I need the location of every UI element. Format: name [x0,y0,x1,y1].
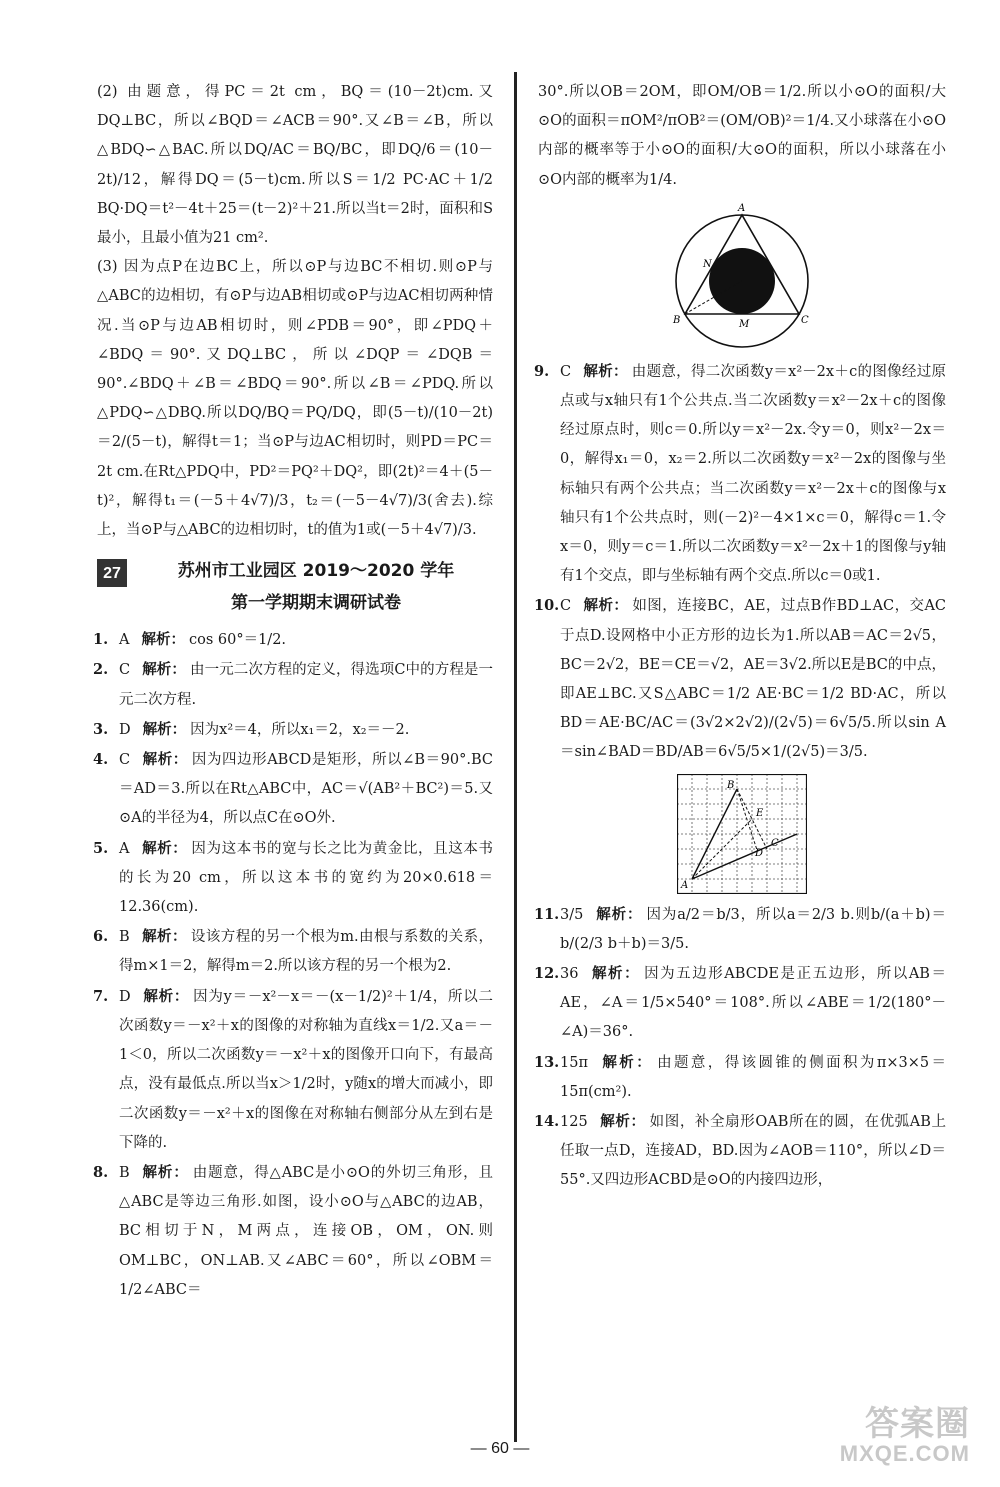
circle-triangle-diagram [667,201,817,351]
label-b: B [673,314,681,326]
answer-choice: 125 [560,1114,588,1131]
analysis-text: 因为四边形ABCD是矩形，所以∠B＝90°.BC＝AD＝3.所以在Rt△ABC中，AC＝√(AB²＋BC²)＝5.又⊙A的半径为4，所以点C在⊙O外. [119,752,494,827]
analysis-label: 解析： [583,597,629,615]
section-title [139,555,493,619]
answer-number: 1. [93,631,109,649]
analysis-text: 因为这本书的宽与长之比为黄金比，且这本书的长为20 cm，所以这本书的宽约为20×0.618＝12.36(cm). [119,840,493,916]
left-column [93,78,494,1305]
answer-item [93,715,493,745]
answer-number: 10. [534,597,560,615]
watermark-logo: 答案圈 [865,1405,970,1443]
answer-choice: D [119,721,131,738]
analysis-label: 解析： [583,362,628,380]
segment-ac [692,834,797,879]
analysis-label: 解析： [141,839,188,857]
analysis-text: 设该方程的另一个根为m.由根与系数的关系，得m×1＝2，解得m＝2.所以该方程的另一个根为2. [119,929,494,975]
answer-choice: C [119,752,131,769]
analysis-label: 解析： [141,1163,189,1181]
analysis-label: 解析： [142,661,186,679]
section-title-line-2: 第一学期期末调研试卷 [231,593,401,614]
answer-item [534,1107,947,1196]
page-number: — 60 — [470,1440,530,1457]
answer-item [534,900,946,959]
answer-choice: C [560,598,572,615]
label-m: M [739,318,750,330]
label-a: A [738,202,746,214]
label-c: C [801,314,809,326]
watermark [840,1407,970,1467]
answer-item [93,655,494,714]
answer-item [534,591,947,767]
analysis-label: 解析： [599,1053,654,1071]
analysis-label: 解析： [599,1113,646,1131]
analysis-text: 由一元二次方程的定义，得选项C中的方程是一元二次方程. [119,662,494,708]
analysis-text: 因为a/2＝b/3，所以a＝2/3 b.则b/(a＋b)＝b/(2/3 b＋b)＝3/5. [560,906,946,952]
analysis-label: 解析： [142,987,190,1005]
answer-choice: D [119,988,131,1005]
analysis-text: 由题意，得该圆锥的侧面积为π×3×5＝15π(cm²). [560,1054,946,1100]
label-a: A [681,879,689,891]
answer-item [93,982,494,1158]
column-divider [514,72,517,1442]
right-column [534,78,947,1196]
answer-choice: A [119,840,130,857]
analysis-label: 解析： [141,928,187,946]
figure-grid [538,774,946,894]
answer-item [534,959,947,1048]
answer-item [93,922,494,981]
answer-number: 4. [93,751,109,769]
answer-choice: 3/5 [560,906,584,923]
analysis-text: 由题意，得△ABC是小⊙O的外切三角形，且△ABC是等边三角形.如图，设小⊙O与△ABC的边AB，BC相切于N，M两点，连接OB，OM，ON.则OM⊥BC，ON⊥AB.又∠ABC＝60°，所以∠OBM＝1/2∠ABC＝ [119,1164,493,1298]
answer-number: 14. [534,1113,560,1131]
segment-bd [737,789,757,850]
answer-number: 5. [93,839,109,857]
analysis-text: 如图，补全扇形OAB所在的圆，在优弧AB上任取一点D，连接AD，BD.因为∠AOB＝110°，所以∠D＝55°.又四边形ACBD是⊙O的内接四边形， [560,1114,947,1189]
analysis-label: 解析： [590,965,641,983]
figure-circle-triangle [538,201,946,351]
answer-item [93,745,494,834]
analysis-label: 解析： [595,905,643,923]
answer-item [534,357,946,592]
answer-number: 9. [534,362,550,380]
watermark-url: MXQE.COM [839,1441,970,1466]
answer-item [534,1048,946,1107]
answer-number: 3. [93,720,109,738]
answer-choice: 15π [560,1054,588,1071]
answer-number: 11. [534,905,560,923]
analysis-text: 因为x²＝4，所以x₁＝2，x₂＝－2. [190,721,410,738]
answer-number: 2. [93,661,109,679]
label-b: B [727,779,735,791]
solution-part-3: (3) 因为点P在边BC上，所以⊙P与边BC不相切.则⊙P与△ABC的边相切，有⊙P与边AB相切或⊙P与边AC相切两种情况.当⊙P与边AB相切时，则∠PDB＝90°，即∠PDQ＋∠BDQ＝90°.又DQ⊥BC，所以∠DQP＝∠DQB＝90°.∠BDQ＋∠B＝∠BDQ＝90°.所以∠B＝∠PDQ.所以△PDQ∽△DBQ.所以DQ/BQ＝PQ/DQ，即(5－t)/(10－2t)＝2/(5－t)，解得t＝1；当⊙P与边AC相切时，则PD＝PC＝2t cm.在Rt△PDQ中，PD²＝PQ²＋DQ²，即(2t)²＝4＋(5－t)²，解得t₁＝(－5＋4√7)/3，t₂＝(－5－4√7)/3(舍去).综上，当⊙P与△ABC的边相切时，t的值为1或(－5＋4√7)/3. [97,259,493,539]
grid-diagram [677,774,807,894]
answer-number: 6. [93,928,109,946]
analysis-label: 解析： [142,720,187,738]
answer-choice: 36 [560,966,579,983]
analysis-text: cos 60°＝1/2. [188,632,287,649]
section-heading [97,555,493,619]
label-n: N [703,258,712,270]
section-title-line-1: 苏州市工业园区 2019～2020 学年 [177,561,455,582]
answer-choice: C [560,363,572,380]
answer-item [93,834,493,923]
analysis-label: 解析： [142,751,188,769]
answer-choice: C [119,662,131,679]
label-d: D [755,847,764,859]
label-c: C [771,837,779,849]
answer-number: 12. [534,965,560,983]
answer-8-continued: 30°.所以OB＝2OM，即OM/OB＝1/2.所以小⊙O的面积/大⊙O的面积＝πOM²/πOB²＝(OM/OB)²＝1/4.又小球落在小⊙O内部的概率等于小⊙O的面积/大⊙O的面积，所以小球落在小⊙O内部的概率为1/4. [538,84,946,188]
section-number: 27 [97,559,127,587]
answer-choice: B [119,1164,130,1181]
analysis-text: 如图，连接BC，AE，过点B作BD⊥AC，交AC于点D.设网格中小正方形的边长为1.所以AB＝AC＝2√5，BC＝2√2，BE＝CE＝√2，AE＝3√2.所以E是BC的中点，即AE⊥BC.又S△ABC＝1/2 AE·BC＝1/2 BD·AC，所以BD＝AE·BC/AC＝(3√2×2√2)/(2√5)＝6√5/5.所以sin A＝sin∠BAD＝BD/AB＝6√5/5×1/(2√5)＝3/5. [560,598,947,761]
grid-lines [677,774,807,894]
answer-choice: B [119,929,130,946]
answer-number: 8. [93,1163,109,1181]
answer-number: 7. [93,987,109,1005]
solution-part-2: (2) 由题意，得PC＝2t cm，BQ＝(10－2t)cm.又DQ⊥BC，所以∠BQD＝∠ACB＝90°.又∠B＝∠B，所以△BDQ∽△BAC.所以DQ/AC＝BQ/BC，即DQ/6＝(10－2t)/12，解得DQ＝(5－t)cm.所以S＝1/2 PC·AC＋1/2 BQ·DQ＝t²－4t＋25＝(t－2)²＋21.所以当t＝2时，面积和S最小，且最小值为21 cm². [97,84,493,247]
answer-number: 13. [534,1053,560,1071]
analysis-text: 因为y＝－x²－x＝－(x－1/2)²＋1/4，所以二次函数y＝－x²＋x的图像的对称轴为直线x＝1/2.又a＝－1＜0，所以二次函数y＝－x²＋x的图像开口向下，有最高点，没有最低点.所以当x＞1/2时，y随x的增大而减小，即二次函数y＝－x²＋x的图像在对称轴右侧部分从左到右是下降的. [119,988,494,1151]
analysis-text: 因为五边形ABCDE是正五边形，所以AB＝AE，∠A＝1/5×540°＝108°.所以∠ABE＝1/2(180°－∠A)＝36°. [560,966,947,1041]
answer-item [93,1158,493,1305]
label-e: E [756,807,764,819]
answer-choice: A [119,632,130,649]
analysis-text: 由题意，得二次函数y＝x²－2x＋c的图像经过原点或与x轴只有1个公共点.当二次函数y＝x²－2x＋c的图像经过原点时，则c＝0.所以y＝x²－2x.令y＝0，则x²－2x＝0，解得x₁＝0，x₂＝2.所以二次函数y＝x²－2x的图像与坐标轴只有两个公共点；当二次函数y＝x²－2x＋c的图像与x轴只有1个公共点时，则(－2)²－4×1×c＝0，解得c＝1.令x＝0，则y＝c＝1.所以二次函数y＝x²－2x＋1的图像与y轴有1个交点，即与坐标轴有两个交点.所以c＝0或1. [560,363,946,585]
analysis-label: 解析： [141,631,185,649]
answer-item [93,625,493,655]
